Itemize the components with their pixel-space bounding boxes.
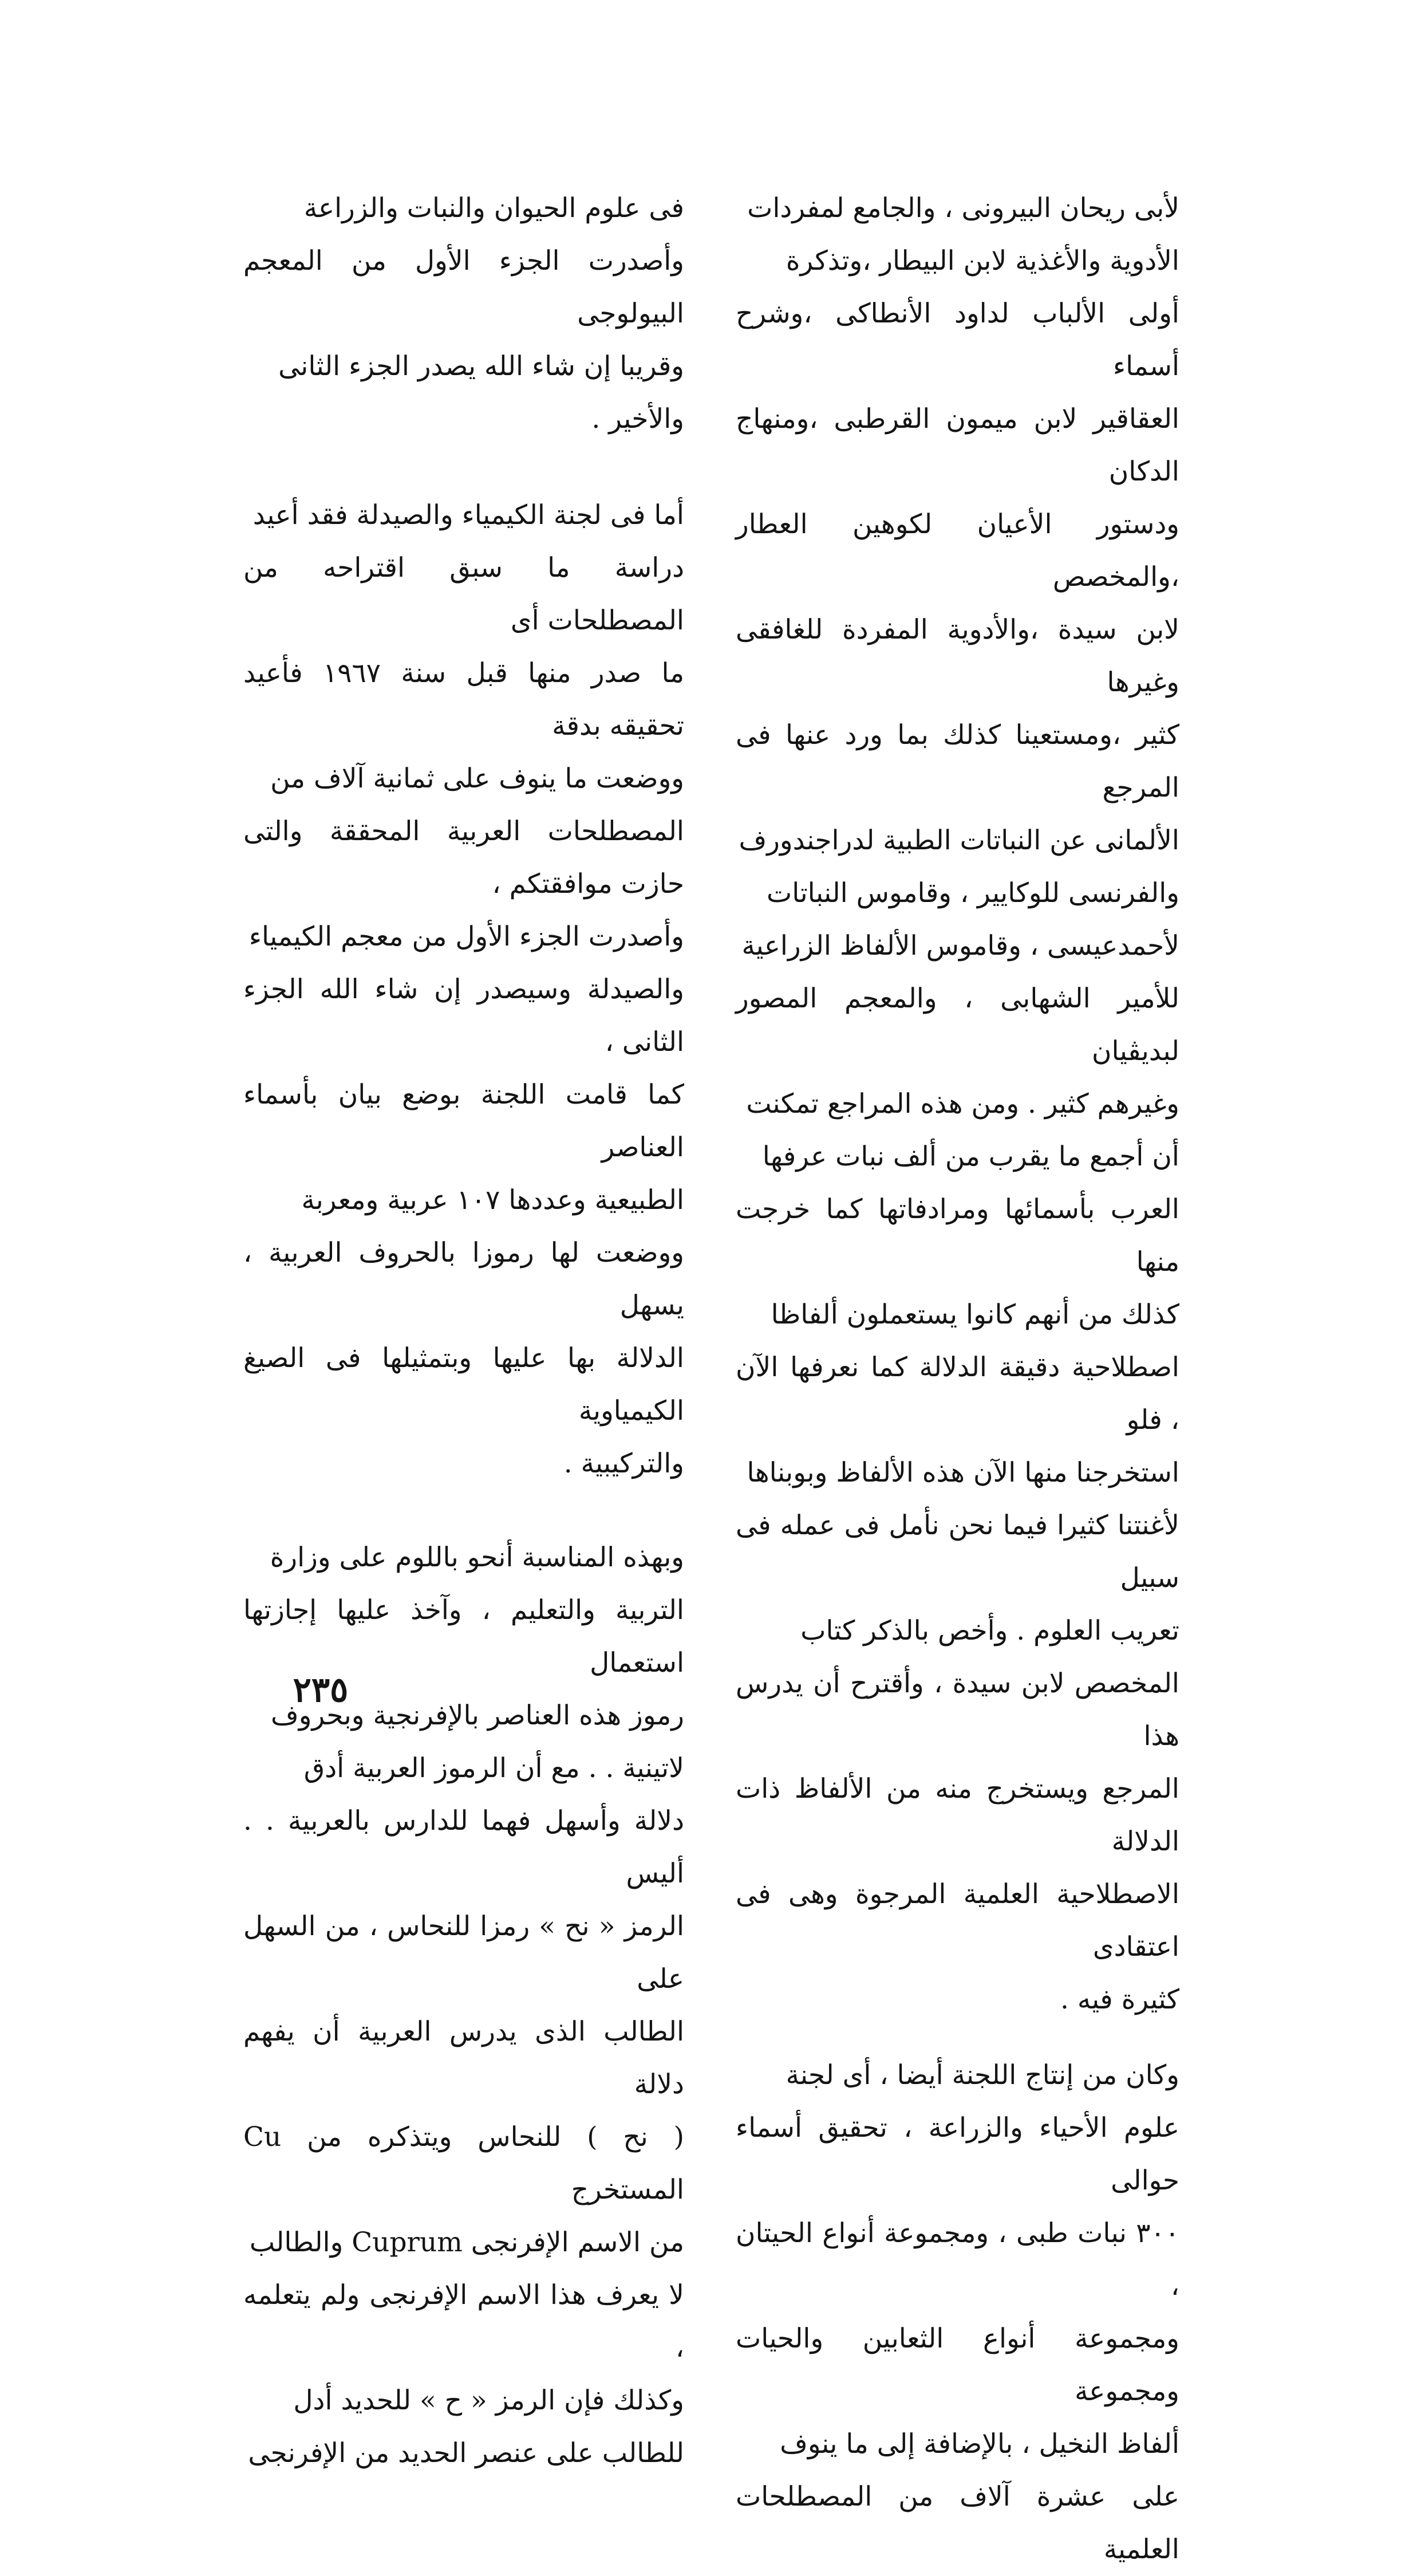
- left-column: [243, 182, 684, 2480]
- paragraph: وكان من إنتاج اللجنة أيضا ، أى لجنة علوم الأحياء والزراعة ، تحقيق أسماء حوالى ٣٠٠ نبات طبى ، ومجموعة أنواع الحيتان ، ومجموعة أنواع الثعابين والحيات ومجموعة ألفاظ النخيل ، بالإضافة إلى ما ينوف على عشرة آلاف من المصطلحات العلمية: [736, 2059, 1179, 2565]
- paragraph: وبهذه المناسبة أنحو باللوم على وزارة التربية والتعليم ، وآخذ عليها إجازتها استعمال رموز هذه العناصر بالإفرنجية وبحروف لاتينية . . مع أن الرموز العربية أدق دلالة وأسهل فهما للدارس بالعربية . . أليس الرمز « نح » رمزا للنحاس ، من السهل على الطالب الذى يدرس العربية أن يفهم دلالة ( نح ) للنحاس ويتذكره من Cu المستخرج من الاسم الإفرنجى Cuprum والطالب لا يعرف هذا الاسم الإفرنجى ولم يتعلمه ، وكذلك فإن الرمز « ح » للحديد أدل للطالب على عنصر الحديد من الإفرنجى: [243, 1542, 684, 2469]
- paragraph: لأبى ريحان البيرونى ، والجامع لمفردات الأدوية والأغذية لابن البيطار ،وتذكرة أولى الألباب لداود الأنطاكى ،وشرح أسماء العقاقير لابن ميمون القرطبى ،ومنهاج الدكان ودستور الأعيان لكوهين العطار ،والمخصص لابن سيدة ،والأدوية المفردة للغافقى وغيرها كثير ،ومستعينا كذلك بما ورد عنها فى المرجع الألمانى عن النباتات الطبية لدراجندورف والفرنسى للوكايير ، وقاموس النباتات لأحمدعيسى ، وقاموس الألفاظ الزراعية للأمير الشهابى ، والمعجم المصور لبديڤيان وغيرهم كثير . ومن هذه المراجع تمكنت أن أجمع ما يقرب من ألف نبات عرفها العرب بأسمائها ومرادفاتها كما خرجت منها كذلك من أنهم كانوا يستعملون ألفاظا اصطلاحية دقيقة الدلالة كما نعرفها الآن ، فلو استخرجنا منها الآن هذه الألفاظ وبوبناها لأغنتنا كثيرا فيما نحن نأمل فى عمله فى سبيل تعريب العلوم . وأخص بالذكر كتاب المخصص لابن سيدة ، وأقترح أن يدرس هذا المرجع ويستخرج منه من الألفاظ ذات الدلالة الاصطلاحية العلمية المرجوة وهى فى اعتقادى كثيرة فيه .: [736, 192, 1179, 2015]
- paragraph: فى علوم الحيوان والنبات والزراعة وأصدرت الجزء الأول من المعجم البيولوجى وقريبا إن شاء الله يصدر الجزء الثانى والأخير .: [243, 192, 684, 435]
- right-column: [736, 182, 1179, 2576]
- paragraph: أما فى لجنة الكيمياء والصيدلة فقد أعيد دراسة ما سبق اقتراحه من المصطلحات أى ما صدر منها قبل سنة ١٩٦٧ فأعيد تحقيقه بدقة ووضعت ما ينوف على ثمانية آلاف من المصطلحات العربية المحققة والتى حازت موافقتكم ، وأصدرت الجزء الأول من معجم الكيمياء والصيدلة وسيصدر إن شاء الله الجزء الثانى ، كما قامت اللجنة بوضع بيان بأسماء العناصر الطبيعية وعددها ١٠٧ عربية ومعربة ووضعت لها رموزا بالحروف العربية ، يسهل الدلالة بها عليها وبتمثيلها فى الصيغ الكيمياوية والتركيبية .: [243, 499, 685, 1479]
- page-number: ٢٣٥: [293, 1670, 349, 1710]
